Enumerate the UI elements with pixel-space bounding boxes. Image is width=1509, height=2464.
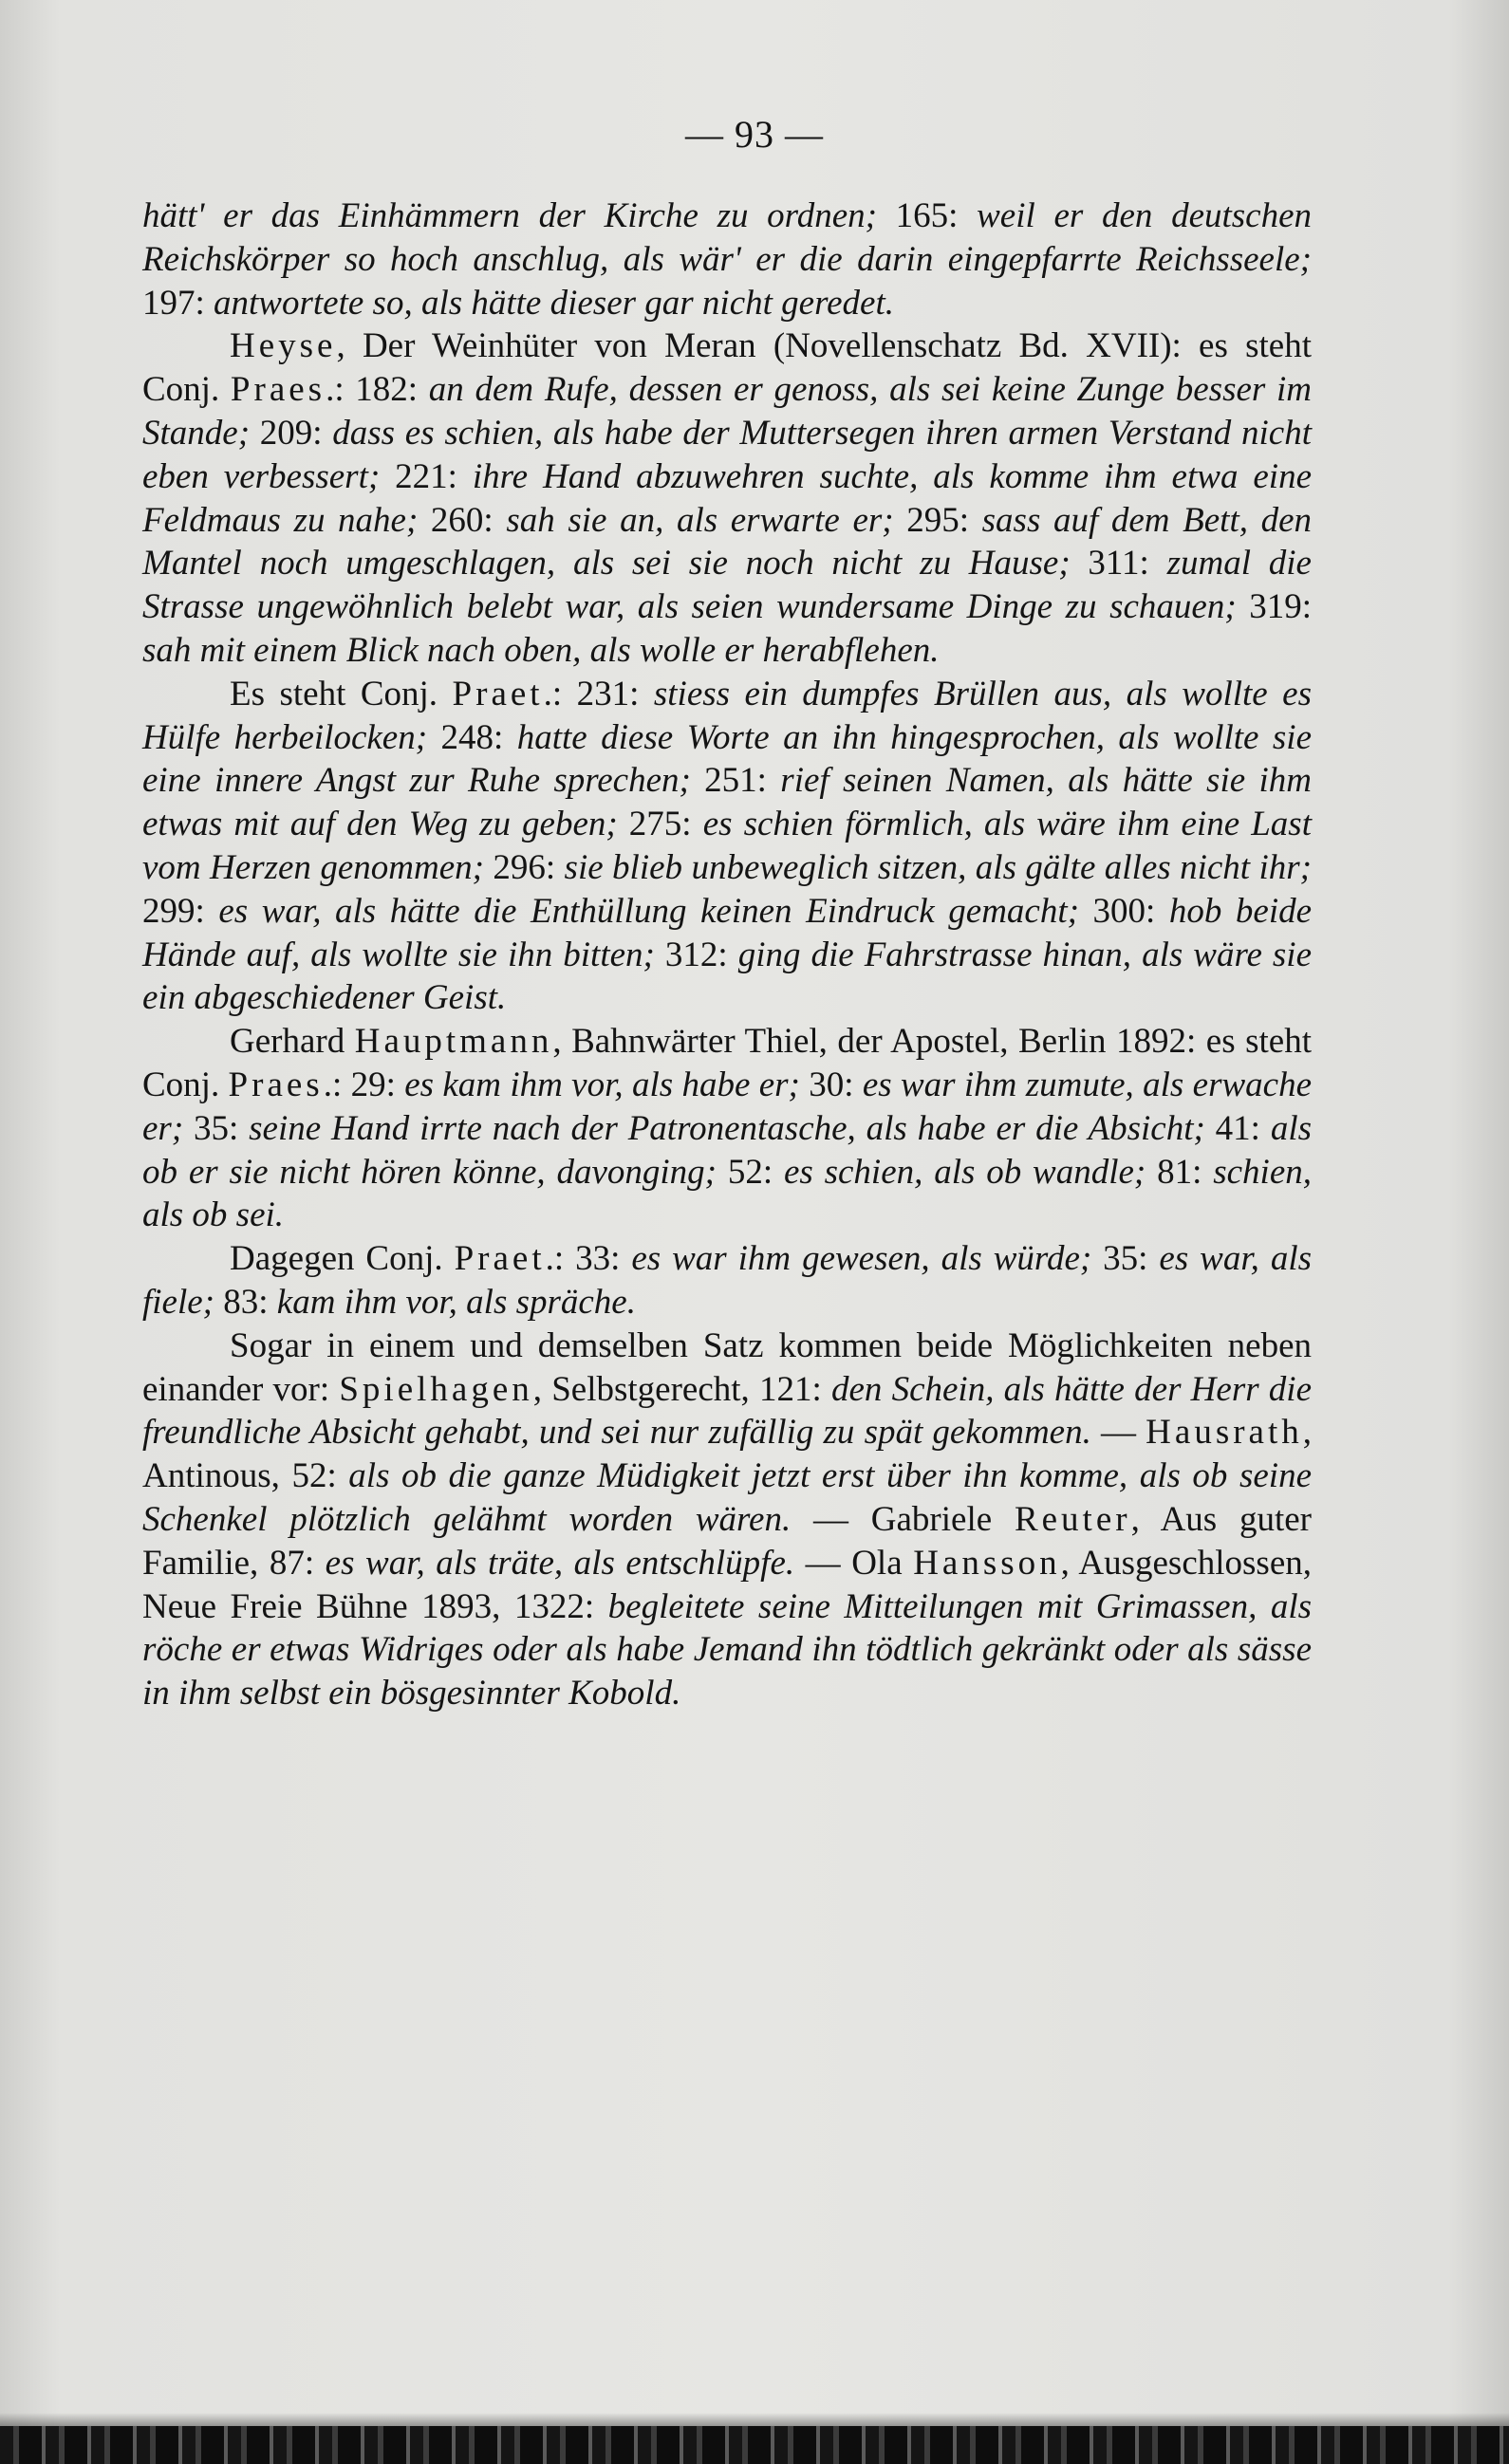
text-run: Sogar in einem und demselben Satz kommen beide Möglichkeiten neben einander vor: bbox=[142, 1325, 1312, 1409]
text-run: , Antinous, 52: bbox=[142, 1413, 1312, 1496]
text-run: 251: bbox=[690, 761, 781, 801]
text-run: .: 182: bbox=[326, 370, 429, 410]
text-run: sah mit einem Blick nach oben, als wolle er herabflehen. bbox=[142, 630, 940, 670]
text-run: begleitete seine Mitteilungen mit Grimassen, als röche er etwas Widriges oder als habe Jemand ihn tödtlich gekränkt oder als sässe in ihm selbst ein bösgesinnter Kobold. bbox=[142, 1586, 1312, 1714]
text-run: , Selbstgerecht, 121: bbox=[532, 1369, 831, 1409]
text-run: als ob er sie nicht hören könne, davonging; bbox=[142, 1108, 1313, 1192]
text-run: 299: bbox=[142, 891, 219, 931]
text-run: , Aus guter Familie, 87: bbox=[142, 1499, 1312, 1583]
text-run: 311: bbox=[1070, 544, 1167, 584]
text-run: 275: bbox=[617, 805, 703, 844]
text-run: 319: bbox=[1236, 587, 1312, 627]
body-text bbox=[142, 195, 1312, 1715]
page-number: — 93 — bbox=[685, 113, 824, 156]
text-run: seine Hand irrte nach der Patronentasche, als habe er die Absicht; bbox=[249, 1108, 1205, 1148]
text-run: schien, als ob sei. bbox=[142, 1152, 1312, 1235]
paragraph bbox=[142, 1325, 1312, 1715]
paragraph bbox=[142, 1237, 1312, 1325]
text-run: sass auf dem Bett, den Mantel noch umgeschlagen, als sei sie noch nicht zu Hause; bbox=[142, 500, 1313, 584]
text-run: 83: bbox=[214, 1282, 277, 1322]
text-run: hob beide Hände auf, als wollte sie ihn bitten; bbox=[142, 891, 1313, 974]
text-run: an dem Rufe, dessen er genoss, als sei keine Zunge besser im Stande; bbox=[142, 370, 1313, 453]
text-run: es schien förmlich, als wäre ihm eine Last vom Herzen genommen; bbox=[142, 805, 1312, 887]
text-run: stiess ein dumpfes Brüllen aus, als wollte es Hülfe herbeilocken; bbox=[142, 674, 1313, 757]
text-run: weil er den deutschen Reichskörper so hoch anschlug, als wär' er die darin eingepfarrte Reichsseele; bbox=[142, 196, 1313, 279]
text-run: den Schein, als hätte der Herr die freundliche Absicht gehabt, und sei nur zufällig zu spät gekommen. bbox=[142, 1369, 1313, 1453]
text-run: Praet bbox=[452, 674, 544, 713]
text-run: 248: bbox=[427, 717, 517, 757]
paragraph bbox=[142, 195, 1312, 324]
text-run: zumal die Strasse ungewöhnlich belebt war, als seien wundersame Dinge zu schauen; bbox=[142, 544, 1312, 627]
text-run: Es steht Conj. bbox=[230, 674, 453, 713]
text-run: es war ihm zumute, als erwache er; bbox=[142, 1065, 1312, 1148]
text-run: , Der Weinhüter von Meran (Novellenschatz Bd. XVII): es steht Conj. bbox=[142, 326, 1312, 410]
text-run: — Ola bbox=[794, 1543, 914, 1583]
text-run: dass es schien, als habe der Muttersegen ihren armen Verstand nicht eben verbessert; bbox=[142, 413, 1313, 496]
text-run: es war, als hätte die Enthüllung keinen Eindruck gemacht; bbox=[218, 891, 1079, 931]
text-run: Gerhard bbox=[230, 1022, 355, 1062]
text-run: Heyse bbox=[230, 326, 337, 366]
text-run: Dagegen Conj. bbox=[230, 1239, 455, 1279]
text-run: Praet bbox=[454, 1239, 546, 1279]
text-run: 300: bbox=[1078, 891, 1169, 931]
text-run: .: 231: bbox=[543, 674, 654, 713]
text-run: es war, als träte, als entschlüpfe. bbox=[325, 1543, 795, 1583]
text-run: ging die Fahrstrasse hinan, als wäre sie ein abgeschiedener Geist. bbox=[142, 935, 1313, 1018]
text-run: 296: bbox=[483, 847, 565, 887]
text-run: es war ihm gewesen, als würde; bbox=[631, 1239, 1092, 1279]
text-run: 260: bbox=[418, 500, 507, 540]
text-run: 35: bbox=[183, 1108, 250, 1148]
text-run: es war, als fiele; bbox=[142, 1239, 1313, 1322]
text-run: Hauptmann bbox=[354, 1022, 553, 1062]
text-run: kam ihm vor, als spräche. bbox=[276, 1282, 636, 1322]
text-run: hätt' er das Einhämmern der Kirche zu ordnen; bbox=[142, 196, 877, 235]
text-run: 41: bbox=[1204, 1108, 1271, 1148]
text-run: rief seinen Namen, als hätte sie ihm etwas mit auf den Weg zu geben; bbox=[142, 761, 1312, 844]
text-run: Hausrath bbox=[1146, 1413, 1303, 1453]
text-run: Praes bbox=[228, 1065, 324, 1104]
text-run: , Ausgeschlossen, Neue Freie Bühne 1893, 1322: bbox=[142, 1543, 1312, 1626]
text-run: Reuter bbox=[1014, 1499, 1131, 1539]
text-run: sah sie an, als erwarte er; bbox=[506, 500, 894, 540]
paragraph bbox=[142, 324, 1312, 672]
text-run: 52: bbox=[716, 1152, 784, 1192]
text-run: 165: bbox=[876, 196, 978, 235]
text-run: es kam ihm vor, als habe er; bbox=[404, 1065, 800, 1104]
text-run: 221: bbox=[380, 456, 473, 496]
text-run: als ob die ganze Müdigkeit jetzt erst über ihn komme, als ob seine Schenkel plötzlich gelähmt worden wären. bbox=[142, 1456, 1312, 1539]
scan-edge-band bbox=[0, 2426, 1509, 2464]
text-run: Praes bbox=[230, 370, 326, 410]
text-run: 209: bbox=[250, 413, 333, 453]
text-run: 295: bbox=[893, 500, 982, 540]
text-run: ihre Hand abzuwehren suchte, als komme ihm etwa eine Feldmaus zu nahe; bbox=[142, 456, 1313, 540]
text-run: 312: bbox=[654, 935, 738, 974]
text-run: es schien, als ob wandle; bbox=[783, 1152, 1146, 1192]
text-run: .: 33: bbox=[545, 1239, 632, 1279]
paragraph bbox=[142, 1020, 1312, 1237]
text-run: 30: bbox=[799, 1065, 863, 1104]
text-run: — Gabriele bbox=[791, 1499, 1015, 1539]
text-run: .: 29: bbox=[323, 1065, 405, 1104]
text-run: hatte diese Worte an ihn hingesprochen, als wollte sie eine innere Angst zur Ruhe sprechen; bbox=[142, 717, 1313, 801]
text-run: Hansson bbox=[913, 1543, 1061, 1583]
text-run: 81: bbox=[1146, 1152, 1214, 1192]
text-run: sie blieb unbeweglich sitzen, als gälte alles nicht ihr; bbox=[564, 847, 1312, 887]
paragraph bbox=[142, 673, 1312, 1020]
text-run: antwortete so, als hätte dieser gar nicht geredet. bbox=[214, 283, 894, 323]
text-run: Spielhagen bbox=[339, 1369, 533, 1409]
text-run: 197: bbox=[142, 283, 214, 323]
text-run: 35: bbox=[1091, 1239, 1160, 1279]
text-run: , Bahnwärter Thiel, der Apostel, Berlin 1892: es steht Conj. bbox=[142, 1022, 1312, 1104]
text-run: — bbox=[1090, 1413, 1146, 1453]
